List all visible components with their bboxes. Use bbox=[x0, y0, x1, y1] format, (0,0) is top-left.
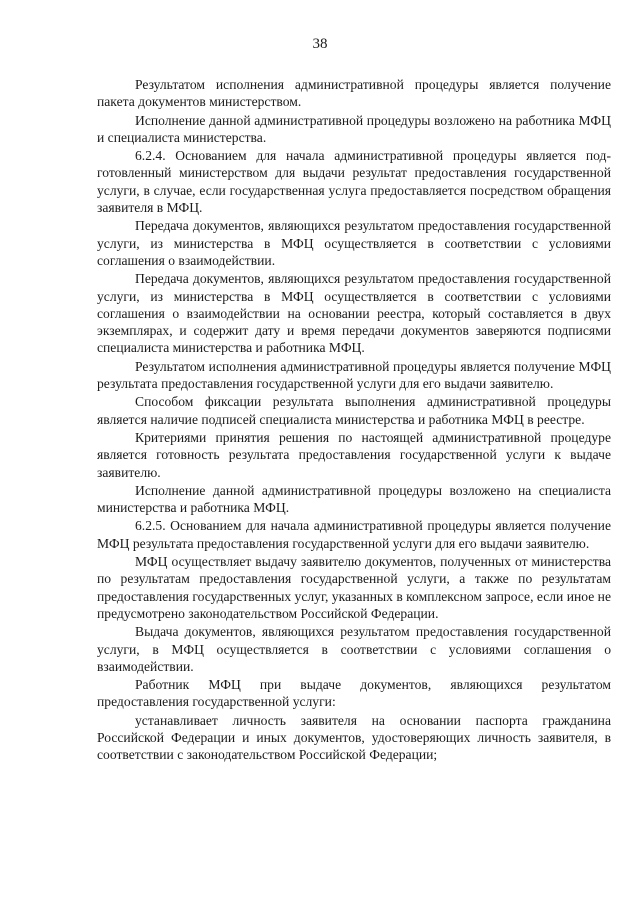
body-text bbox=[97, 76, 611, 765]
paragraph: 6.2.4. Основанием для начала административной процедуры является под-готовленный министерством для выдачи результат предоставления государственной услуги, в случае, если государственная услуга предоставляется посредством обращения заявителя в МФЦ. bbox=[97, 148, 611, 216]
paragraph: Исполнение данной административной процедуры возложено на специалиста министерства и работника МФЦ. bbox=[97, 482, 611, 516]
paragraph: устанавливает личность заявителя на основании паспорта гражданина Российской Федерации и иных документов, удостоверяющих личность заявителя, в соответствии с законодательством Российской Федерации; bbox=[97, 712, 611, 763]
paragraph: Работник МФЦ при выдаче документов, являющихся результатом предоставления государственной услуги: bbox=[97, 677, 611, 710]
paragraph: Передача документов, являющихся результатом предоставления государственной услуги, из министерства в МФЦ осуществляется в соответствии с условиями соглашения о взаимодействии на основании реестра, который составляется в двух экземплярах, и содержит дату и время передачи документов заверяются подписями специалиста министерства и работника МФЦ. bbox=[97, 271, 611, 356]
paragraph: Исполнение данной административной процедуры возложено на работника МФЦ и специалиста министерства. bbox=[97, 112, 611, 145]
paragraph: 6.2.5. Основанием для начала административной процедуры является получение МФЦ результата предоставления государственной услуги для его выдачи заявителю. bbox=[97, 518, 611, 551]
paragraph: Способом фиксации результата выполнения административной процедуры является наличие подписей специалиста министерства и работника МФЦ в реестре. bbox=[97, 394, 611, 427]
paragraph: Критериями принятия решения по настоящей административной процедуре является готовность результата предоставления государственной услуги к выдаче заявителю. bbox=[97, 429, 611, 480]
paragraph: Результатом исполнения административной процедуры является получение пакета документов министерством. bbox=[97, 77, 611, 110]
page-number: 38 bbox=[312, 36, 328, 52]
paragraph: МФЦ осуществляет выдачу заявителю документов, полученных от министерства по результатам предоставления государственной услуги, а также по результатам предоставления государственных услуг, указанных в комплексном запросе, если иное не предусмотрено законодательством Российской Федерации. bbox=[97, 554, 611, 621]
paragraph: Выдача документов, являющихся результатом предоставления государственной услуги, в МФЦ осуществляется в соответствии с условиями соглашения о взаимодействии. bbox=[97, 624, 611, 674]
paragraph: Передача документов, являющихся результатом предоставления государственной услуги, из министерства в МФЦ осуществляется в соответствии с условиями соглашения о взаимодействии. bbox=[97, 218, 611, 268]
paragraph: Результатом исполнения административной процедуры является получение МФЦ результата предоставления государственной услуги для его выдачи заявителю. bbox=[97, 358, 611, 392]
